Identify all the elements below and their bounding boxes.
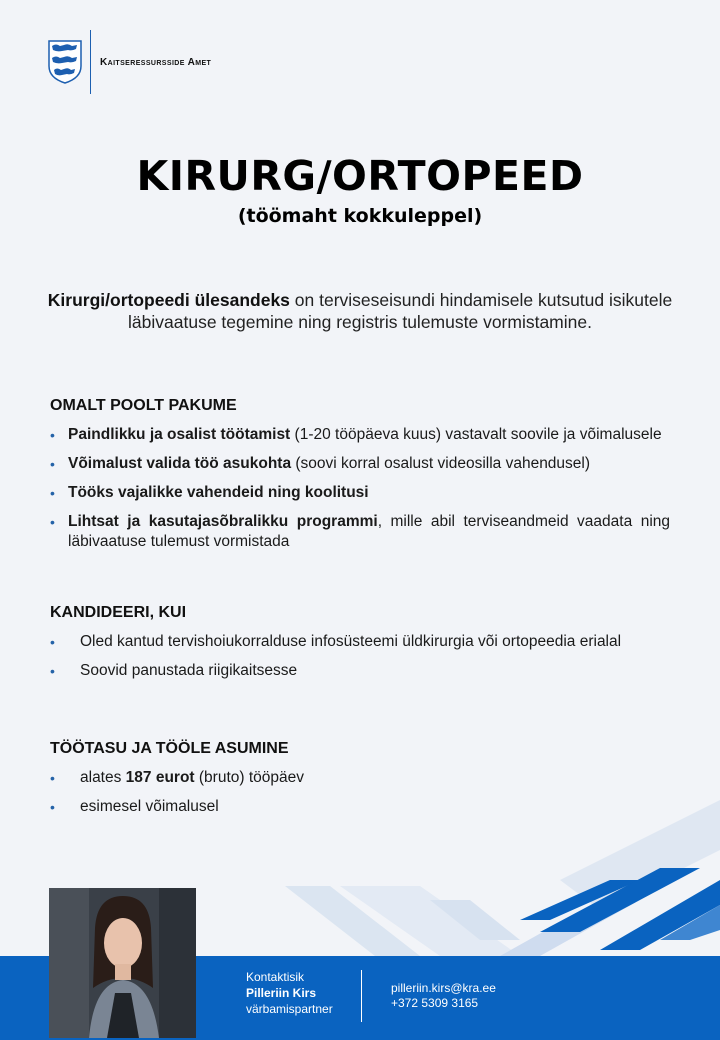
list-item — [50, 454, 670, 474]
section-heading: KANDIDEERI, KUI — [50, 604, 187, 621]
item-text: esimesel võimalusel — [80, 798, 219, 815]
item-bold: Võimalust valida töö asukohta — [68, 455, 292, 472]
job-title: KIRURG/ORTOPEED — [136, 152, 584, 200]
org-name: Kaitseressursside Amet — [100, 56, 212, 68]
contact-divider — [361, 970, 362, 1022]
contact-person — [246, 969, 333, 1017]
list-item — [50, 512, 670, 552]
list-item — [50, 661, 670, 681]
contact-email[interactable]: pilleriin.kirs@kra.ee — [391, 981, 496, 995]
list-item — [50, 632, 670, 652]
section-offer — [50, 397, 670, 561]
contact-photo — [49, 888, 196, 1038]
list-item — [50, 768, 670, 788]
item-bold: Tööks vajalikke vahendeid ning koolitusi — [68, 484, 369, 501]
item-text: Oled kantud tervishoiukorralduse infosüsteemi üldkirurgia või ortopeedia erialal — [80, 633, 622, 650]
contact-label: Kontaktisik — [246, 970, 305, 984]
item-text: Soovid panustada riigikaitsesse — [80, 662, 298, 679]
item-text: (soovi korral osalust videosilla vahendusel) — [291, 455, 591, 472]
salary-list — [50, 768, 670, 817]
three-lions-emblem-icon — [48, 40, 82, 84]
contact-role: värbamispartner — [246, 1002, 333, 1016]
section-apply-if — [50, 604, 670, 690]
org-logo — [48, 30, 211, 94]
logo-divider — [90, 30, 91, 94]
item-text: alates — [80, 769, 126, 786]
list-item — [50, 797, 670, 817]
item-text: (1-20 tööpäeva kuus) vastavalt soovile ja võimalusele — [290, 426, 662, 443]
list-item — [50, 425, 670, 445]
intro-paragraph — [20, 289, 700, 333]
section-heading: OMALT POOLT PAKUME — [50, 397, 237, 414]
intro-bold: Kirurgi/ortopeedi ülesandeks — [47, 290, 290, 310]
contact-details — [391, 981, 496, 1011]
item-bold: Lihtsat ja kasutajasõbralikku programmi — [68, 513, 378, 530]
offer-list — [50, 425, 670, 552]
job-subtitle: (töömaht kokkuleppel) — [237, 205, 483, 227]
section-heading: TÖÖTASU JA TÖÖLE ASUMINE — [50, 740, 289, 757]
item-bold: 187 eurot — [125, 769, 195, 786]
person-photo-icon — [49, 888, 196, 1038]
intro-rest: on terviseseisundi hindamisele kutsutud isikutele läbivaatuse tegemine ning registris tulemuste vormistamine. — [128, 290, 673, 332]
item-text: , mille abil terviseandmeid vaadata ning läbivaatuse tulemust vormistada — [68, 513, 670, 550]
contact-phone[interactable]: +372 5309 3165 — [391, 996, 479, 1010]
item-text: (bruto) tööpäev — [194, 769, 305, 786]
section-salary — [50, 740, 670, 826]
list-item — [50, 483, 670, 503]
item-bold: Paindlikku ja osalist töötamist — [68, 426, 291, 443]
contact-name: Pilleriin Kirs — [246, 986, 317, 1000]
apply-list — [50, 632, 670, 681]
